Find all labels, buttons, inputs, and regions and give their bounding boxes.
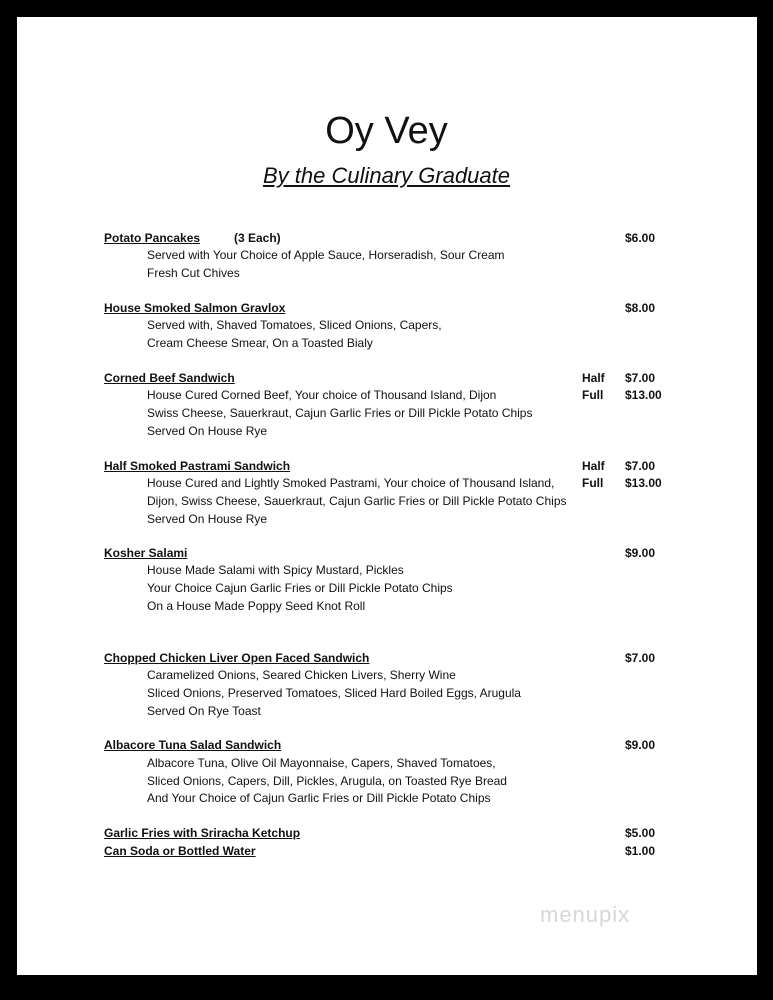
menu-item-price: $9.00 [625,546,656,560]
menu-item-price: $6.00 [625,231,656,245]
menu-item-description: Served with, Shaved Tomatoes, Sliced Onions, Capers, [147,318,442,332]
half-label: Half [582,459,605,473]
menu-item-price: $1.00 [625,844,656,858]
menu-item-description: Dijon, Swiss Cheese, Sauerkraut, Cajun Garlic Fries or Dill Pickle Potato Chips [147,494,567,508]
menu-item-description: Fresh Cut Chives [147,266,240,280]
menu-item-price: $8.00 [625,301,656,315]
menu-item-description: Your Choice Cajun Garlic Fries or Dill Pickle Potato Chips [147,581,453,595]
menu-item-name: Corned Beef Sandwich [104,371,235,385]
menu-item-price: $9.00 [625,738,656,752]
menu-item-name: Kosher Salami [104,546,188,560]
menu-item-description: Sliced Onions, Capers, Dill, Pickles, Arugula, on Toasted Rye Bread [147,774,507,788]
full-price: $13.00 [625,476,662,490]
full-label: Full [582,476,604,490]
menu-item-description: House Made Salami with Spicy Mustard, Pickles [147,563,404,577]
menu-item-note: (3 Each) [234,231,281,245]
menu-item-price: $5.00 [625,826,656,840]
menu-item-name: Half Smoked Pastrami Sandwich [104,459,291,473]
menu-item-name: Can Soda or Bottled Water [104,844,256,858]
menu-item-description: And Your Choice of Cajun Garlic Fries or Dill Pickle Potato Chips [147,791,491,805]
restaurant-subtitle: By the Culinary Graduate [262,163,511,188]
half-price: $7.00 [625,459,656,473]
menu-item-description: House Cured and Lightly Smoked Pastrami, Your choice of Thousand Island, [147,476,555,490]
menu-item-price: $7.00 [625,651,656,665]
menu-item-description: House Cured Corned Beef, Your choice of Thousand Island, Dijon [147,388,497,402]
menu-item-name: Garlic Fries with Sriracha Ketchup [104,826,301,840]
menu-item-name: Chopped Chicken Liver Open Faced Sandwich [104,651,370,665]
menu-item-description: On a House Made Poppy Seed Knot Roll [147,599,366,613]
menupix-watermark: menupix [540,902,631,927]
menu-item-name: Potato Pancakes [104,231,201,245]
menu-item-description: Served On Rye Toast [147,704,261,718]
menu-item-description: Served On House Rye [147,512,268,526]
half-label: Half [582,371,605,385]
full-price: $13.00 [625,388,662,402]
half-price: $7.00 [625,371,656,385]
full-label: Full [582,388,604,402]
menu-item-description: Sliced Onions, Preserved Tomatoes, Sliced Hard Boiled Eggs, Arugula [147,686,521,700]
menu-item-name: House Smoked Salmon Gravlox [104,301,286,315]
menu-item-description: Served with Your Choice of Apple Sauce, Horseradish, Sour Cream [147,248,505,262]
menu-item-description: Swiss Cheese, Sauerkraut, Cajun Garlic Fries or Dill Pickle Potato Chips [147,406,533,420]
menu-item-description: Albacore Tuna, Olive Oil Mayonnaise, Capers, Shaved Tomatoes, [147,756,496,770]
menu-item-description: Caramelized Onions, Seared Chicken Livers, Sherry Wine [147,668,456,682]
restaurant-title: Oy Vey [325,110,448,152]
menu-item-name: Albacore Tuna Salad Sandwich [104,738,282,752]
menu-item-description: Cream Cheese Smear, On a Toasted Bialy [147,336,373,350]
menu-item-description: Served On House Rye [147,424,268,438]
